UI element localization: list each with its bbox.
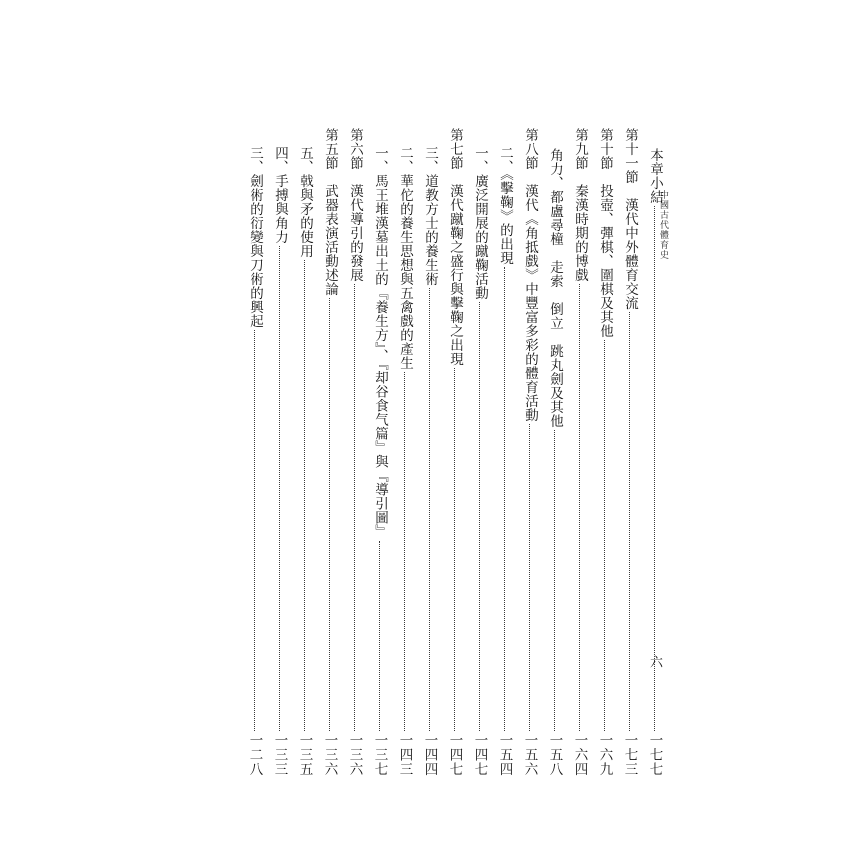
toc-entry[interactable] [392, 128, 417, 778]
toc-entry-page-number: 一四三 [396, 732, 413, 776]
toc-entry[interactable] [542, 128, 567, 778]
toc-entry-title: 第十一節 漢代中外體育交流 [622, 128, 638, 310]
toc-entry-title: 一、廣泛開展的蹴鞠活動 [472, 146, 488, 300]
toc-entry[interactable] [567, 128, 592, 778]
toc-entry-title: 二、華佗的養生思想與五禽戲的產生 [397, 146, 413, 370]
toc-leader-dots [504, 267, 506, 730]
toc-entry-title: 三、道教方士的養生術 [422, 146, 438, 286]
toc-entry[interactable] [442, 128, 467, 778]
toc-leader-dots [254, 330, 256, 731]
toc-entry-title: 三、劍術的衍變與刀術的興起 [247, 146, 263, 328]
toc-entry-title: 角力、都盧尋橦 走索 倒立 跳丸劍及其他 [547, 148, 563, 428]
toc-entry-title: 第九節 秦漢時期的博戲 [572, 128, 588, 282]
toc-entry[interactable] [467, 128, 492, 778]
toc-entry-page-number: 一四七 [446, 732, 463, 776]
toc-entry-page-number: 一三三 [271, 732, 288, 776]
toc-leader-dots [479, 302, 481, 731]
toc-entry[interactable] [642, 128, 667, 778]
toc-entry-title: 第七節 漢代蹴鞠之盛行與擊鞠之出現 [447, 128, 463, 366]
toc-leader-dots [554, 430, 556, 731]
toc-entry-page-number: 一七七 [646, 732, 663, 776]
toc-entry-title: 第十節 投壺、彈棋、圍棋及其他 [597, 128, 613, 338]
toc-leader-dots [404, 372, 406, 731]
toc-entry-page-number: 一七三 [621, 732, 638, 776]
toc-entry-title: 五、戟與矛的使用 [297, 146, 313, 258]
toc-entry[interactable] [267, 128, 292, 778]
toc-leader-dots [579, 284, 581, 731]
toc-entry-page-number: 一六九 [596, 732, 613, 776]
toc-entry[interactable] [242, 128, 267, 778]
toc-entry[interactable] [417, 128, 442, 778]
table-of-contents [242, 128, 667, 778]
toc-entry-page-number: 一五四 [496, 732, 513, 776]
toc-entry-title: 第六節 漢代導引的發展 [347, 128, 363, 282]
toc-entry-title: 一、馬王堆漢墓出土的『養生方』、『却谷食气篇』與『導引圖』 [372, 146, 388, 539]
toc-entry-page-number: 一三五 [296, 732, 313, 776]
toc-leader-dots [429, 288, 431, 731]
toc-leader-dots [604, 340, 606, 731]
toc-entry-title: 第五節 武器表演活動述論 [322, 128, 338, 296]
running-head: 中國古代體育史 [658, 190, 668, 260]
toc-leader-dots [379, 541, 381, 731]
toc-leader-dots [279, 246, 281, 731]
toc-leader-dots [629, 312, 631, 731]
toc-leader-dots [329, 298, 331, 731]
toc-entry-page-number: 一二八 [246, 732, 263, 776]
toc-entry-title: 本章小結 [647, 148, 663, 204]
toc-entry-page-number: 一五八 [546, 732, 563, 776]
toc-entry[interactable] [317, 128, 342, 778]
toc-entry-page-number: 一三六 [321, 732, 338, 776]
toc-entry-title: 四、手搏與角力 [272, 146, 288, 244]
toc-entry[interactable] [592, 128, 617, 778]
toc-entry[interactable] [517, 128, 542, 778]
toc-entry-page-number: 一四七 [471, 732, 488, 776]
toc-entry[interactable] [342, 128, 367, 778]
toc-leader-dots [529, 424, 531, 731]
toc-entry-page-number: 一三六 [346, 732, 363, 776]
toc-entry[interactable] [367, 128, 392, 778]
toc-entry-page-number: 一四四 [421, 732, 438, 776]
toc-entry-page-number: 一六四 [571, 732, 588, 776]
toc-leader-dots [304, 260, 306, 731]
toc-entry[interactable] [492, 128, 517, 778]
toc-entry-title: 二、《擊鞠》的出現 [497, 146, 513, 266]
toc-entry-title: 第八節 漢代《角抵戲》中豐富多彩的體育活動 [522, 128, 538, 422]
toc-leader-dots [654, 206, 656, 731]
toc-leader-dots [354, 284, 356, 731]
toc-leader-dots [454, 368, 456, 731]
toc-entry-page-number: 一五六 [521, 732, 538, 776]
toc-entry[interactable] [292, 128, 317, 778]
toc-entry-page-number: 一三七 [371, 732, 388, 776]
page-number: 六 [647, 655, 662, 668]
toc-entry[interactable] [617, 128, 642, 778]
